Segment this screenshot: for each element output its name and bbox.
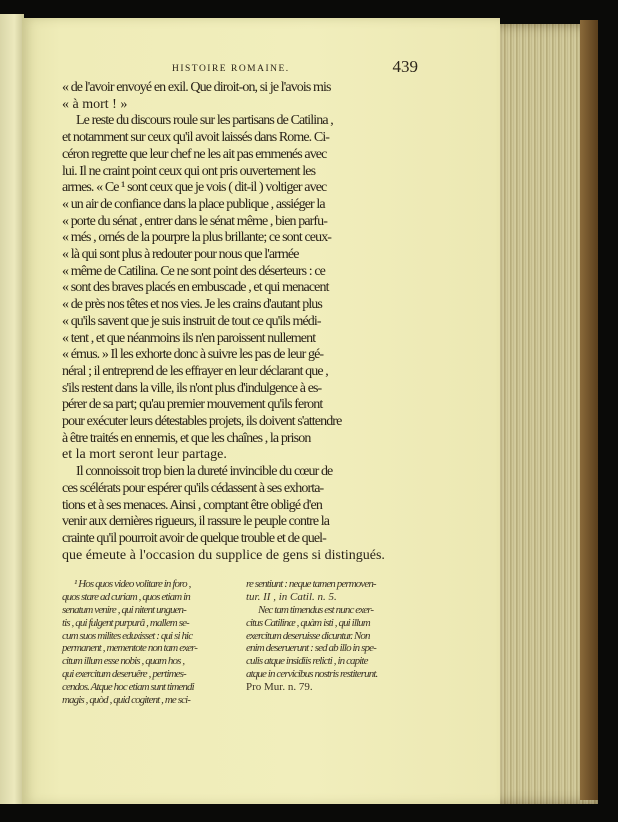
- footnote-line: tur. II , in Catil. n. 5.: [246, 591, 337, 604]
- text-line: armes. « Ce ¹ sont ceux que je vois ( dit-il ) voltiger avec: [62, 180, 327, 196]
- text-line: lui. Il ne craint point ceux qui ont pris ouvertement les: [62, 163, 316, 179]
- text-line: « tent , et que néanmoins ils n'en paroissent nullement: [62, 330, 316, 346]
- footnote-line: tis , qui fulgent purpurâ , mallem se-: [62, 616, 189, 629]
- text-line: « de l'avoir envoyé en exil. Que diroit-on, si je l'avois mis: [62, 80, 331, 95]
- text-line: tions et à ses menaces. Ainsi , comptant être obligé d'en: [62, 497, 322, 513]
- body-text: [62, 80, 414, 564]
- footnote-line: magis , quòd , quid cogitent , me sci-: [62, 693, 191, 706]
- text-line: « là qui sont plus à redouter pour nous que l'armée: [62, 247, 299, 263]
- footnote-line: enim deseruerunt : sed ab illo in spe-: [246, 642, 376, 655]
- footnote-line: permanent , mementote non tam exer-: [62, 642, 198, 655]
- text-line: « de près nos têtes et nos vies. Je les crains d'autant plus: [62, 297, 322, 313]
- text-line: et notamment sur ceux qu'il avoit laissés dans Rome. Ci-: [62, 130, 330, 146]
- footnote-line: qui exercitum deseruêre , pertimes-: [62, 667, 186, 680]
- footnote-line: exercitum deseruisse dicuntur. Non: [246, 629, 370, 642]
- text-line: céron regrette que leur chef ne les ait pas emmenés avec: [62, 146, 327, 162]
- footnote-line: quos stare ad curiam , quos etiam in: [62, 591, 190, 604]
- text-line: pérer de sa part; qu'au premier mouvement qu'ils feront: [62, 397, 323, 413]
- text-line: pour exécuter leurs détestables projets, ils doivent s'attendre: [62, 414, 342, 430]
- page-header: [62, 57, 418, 80]
- text-column: [62, 57, 418, 706]
- text-line: ces scélérats pour espérer qu'ils cédassent à ses exhorta-: [62, 480, 324, 496]
- page-number: 439: [392, 57, 418, 76]
- footnotes: [62, 578, 414, 706]
- text-line: « un air de confiance dans la place publique , assiéger la: [62, 196, 325, 212]
- text-line: « qu'ils savent que je suis instruit de tout ce qu'ils médi-: [62, 313, 321, 329]
- text-line: venir aux dernières rigueurs, il rassure le peuple contre la: [62, 514, 330, 530]
- footnote-line: senatum venire , qui nitent unguen-: [62, 603, 186, 616]
- footnote-line: cum suos milites eduxisset : qui si hic: [62, 629, 193, 642]
- text-line: que émeute à l'occasion du supplice de gens si distingués.: [62, 547, 385, 563]
- text-line: « sont des braves placés en embuscade , et qui menacent: [62, 280, 329, 296]
- text-line: néral ; il entreprend de les effrayer en leur déclarant que ,: [62, 363, 328, 379]
- footnote-line: cendos. Atque hoc etiam sunt timendi: [62, 680, 194, 693]
- footnote-line: Nec tam timendus est nunc exer-: [258, 603, 374, 616]
- text-line: « més , ornés de la pourpre la plus brillante; ce sont ceux-: [62, 230, 332, 246]
- footnote-line: atque in cervicibus nostris restiterunt.: [246, 667, 378, 680]
- footnote-line: Pro Mur. n. 79.: [246, 680, 313, 693]
- text-line: à être traités en ennemis, et que les chaînes , la prison: [62, 430, 311, 446]
- facing-page-edge: [0, 14, 24, 804]
- footnote-line: citum illum esse nobis , quam hos ,: [62, 655, 185, 668]
- footnote-line: re sentiunt : neque tamen permoven-: [246, 578, 376, 591]
- text-line: Il connoissoit trop bien la dureté invincible du cœur de: [76, 464, 333, 480]
- text-line: s'ils restent dans la ville, ils n'ont plus d'indulgence à es-: [62, 380, 322, 396]
- text-line: et la mort seront leur partage.: [62, 447, 227, 463]
- text-line: Le reste du discours roule sur les partisans de Catilina ,: [76, 113, 333, 129]
- text-line: « porte du sénat , entrer dans le sénat même , bien parfu-: [62, 213, 328, 229]
- text-line: crainte qu'il pourroit avoir de quelque trouble et de quel-: [62, 530, 326, 546]
- footnote-right-column: [246, 578, 414, 706]
- text-line: « même de Catilina. Ce ne sont point des déserteurs : ce: [62, 263, 325, 279]
- footnote-line: culis atque insidiis relicti , in capite: [246, 655, 368, 668]
- text-line: « émus. » Il les exhorte donc à suivre les pas de leur gé-: [62, 347, 324, 363]
- footnote-line: ¹ Hos quos video volitare in foro ,: [74, 578, 191, 591]
- book-cover-edge: [580, 20, 598, 800]
- footnote-left-column: [62, 578, 230, 706]
- text-line: « à mort ! »: [62, 96, 128, 112]
- footnote-line: citus Catilinæ , quàm isti , qui illum: [246, 616, 370, 629]
- running-title: HISTOIRE ROMAINE.: [172, 64, 290, 74]
